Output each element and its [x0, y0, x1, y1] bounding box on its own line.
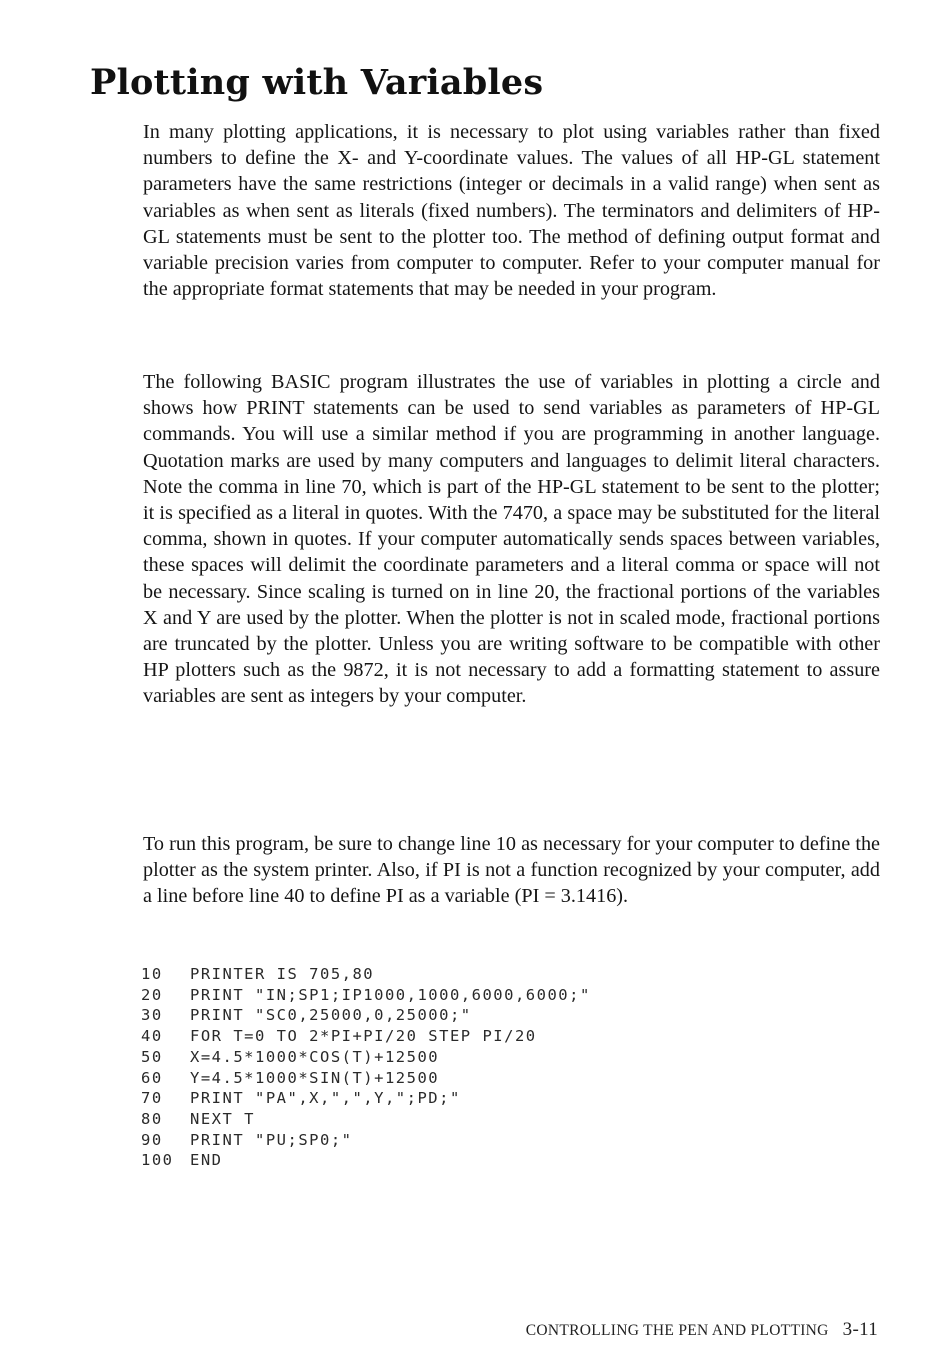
code-line	[141, 985, 591, 1006]
code-line	[141, 1109, 591, 1130]
code-statement: X=4.5*1000*COS(T)+12500	[190, 1047, 440, 1066]
code-statement: PRINT "SC0,25000,0,25000;"	[190, 1006, 472, 1025]
code-line	[141, 1068, 591, 1089]
code-line	[141, 1130, 591, 1151]
code-line-number: 100	[141, 1151, 174, 1170]
code-line	[141, 1047, 591, 1068]
code-statement: END	[190, 1151, 223, 1170]
code-line-number: 40	[141, 1027, 163, 1046]
code-line-number: 10	[141, 965, 163, 983]
code-line-number: 30	[141, 1006, 163, 1025]
code-statement: Y=4.5*1000*SIN(T)+12500	[190, 1068, 440, 1087]
code-line	[141, 1088, 591, 1109]
code-line-number: 90	[141, 1130, 163, 1149]
code-line	[141, 1150, 591, 1171]
paragraph-basic-program: The following BASIC program illustrates the use of variables in plotting a circle and shows how PRINT statements can be used to send variables as parameters of HP-GL commands. You will use a similar method if you are programming in another language. Quotation marks are used by many computers and languages to delimit literal characters. Note the comma in line 70, which is part of the HP-GL statement to be sent to the plotter; it is specified as a literal in quotes. With the 7470, a space may be substituted for the literal comma, shown in quotes. If your computer automatically sends spaces between variables, these spaces will delimit the coordinate parameters and a literal comma or space will not be necessary. Since scaling is turned on in line 20, the fractional portions of the variables X and Y are used by the plotter. When the plotter is not in scaled mode, fractional portions are truncated by the plotter. Unless you are writing software to be compatible with other HP plotters such as the 9872, it is not necessary to add a formatting statement to assure variables are sent as integers by your computer.	[143, 371, 880, 708]
code-line	[141, 964, 591, 985]
code-statement: PRINT "IN;SP1;IP1000,1000,6000,6000;"	[190, 985, 591, 1004]
code-statement: PRINT "PU;SP0;"	[190, 1130, 353, 1149]
code-line-number: 70	[141, 1089, 163, 1108]
paragraph-intro: In many plotting applications, it is necessary to plot using variables rather than fixed numbers to define the X- and Y-coordinate values. The values of all HP-GL statement parameters have the same restrictions (integer or decimals in a valid range) when sent as variables as when sent as literals (fixed numbers). The terminators and delimiters of HP-GL statements must be sent to the plotter too. The method of defining output format and variable precision varies from computer to computer. Refer to your computer manual for the appropriate format statements that may be needed in your program.	[143, 121, 880, 301]
code-statement: PRINT "PA",X,",",Y,";PD;"	[190, 1089, 461, 1108]
code-line-number: 60	[141, 1068, 163, 1087]
code-statement: PRINTER IS 705,80	[190, 965, 375, 983]
code-line-number: 80	[141, 1109, 163, 1128]
page-title: Plotting with Variables	[90, 62, 544, 103]
page-footer	[526, 1319, 878, 1341]
code-line	[141, 1005, 591, 1026]
code-statement: NEXT T	[190, 1109, 255, 1128]
code-line	[141, 1026, 591, 1047]
code-statement: FOR T=0 TO 2*PI+PI/20 STEP PI/20	[190, 1027, 537, 1046]
paragraph-run-instructions: To run this program, be sure to change line 10 as necessary for your computer to define the plotter as the system printer. Also, if PI is not a function recognized by your computer, add a line before line 40 to define PI as a variable (PI = 3.1416).	[143, 833, 880, 908]
code-line-number: 20	[141, 985, 163, 1004]
footer-section-title: CONTROLLING THE PEN AND PLOTTING	[525, 1322, 829, 1339]
code-listing	[141, 964, 591, 1171]
page-number: 3-11	[842, 1319, 878, 1340]
code-line-number: 50	[141, 1047, 163, 1066]
